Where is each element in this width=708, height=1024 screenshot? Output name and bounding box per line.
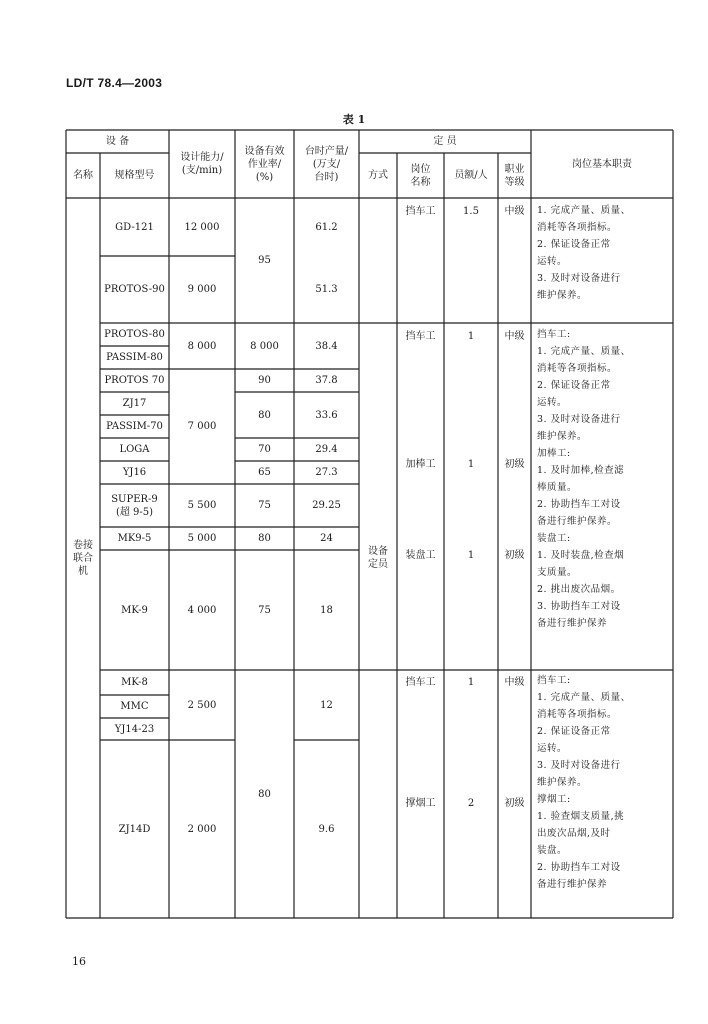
model-cell: PROTOS-90: [104, 284, 165, 295]
output-cell: 51.3: [315, 284, 338, 295]
output-cell: 33.6: [315, 409, 338, 421]
header-staffing: 定 员: [433, 136, 457, 147]
header-method: 方式: [368, 170, 388, 181]
efficiency-cell: 75: [258, 604, 271, 616]
model-cell: LOGA: [119, 444, 150, 455]
model-cell: MMC: [120, 701, 149, 712]
capacity-cell: 5 500: [187, 500, 217, 511]
post-grade-cell: 初级: [504, 458, 525, 470]
output-cell: 9.6: [318, 823, 335, 835]
header-capacity: 设计能力/ (支/min): [180, 152, 224, 176]
document-code: LD/T 78.4—2003: [66, 76, 163, 90]
efficiency-cell: 80: [258, 788, 271, 800]
page-number: 16: [72, 955, 86, 968]
output-cell: 29.25: [312, 500, 341, 511]
duties-cell: 挡车工: 1. 完成产量、质量、 消耗等各项指标。 2. 保证设备正常 运转。 3. 及时对设备进行 维护保养。 撑烟工: 1. 验查烟支质量,挑 出废次品烟,及时 装盘。 2. 协助挡车工对设 备进行维护保养: [537, 675, 631, 890]
post-quota-cell: 1: [467, 458, 475, 470]
post-quota-cell: 1.5: [463, 205, 479, 217]
efficiency-cell: 70: [258, 444, 271, 455]
post-name-cell: 加棒工: [405, 458, 436, 470]
post-name-cell: 撑烟工: [405, 797, 436, 809]
efficiency-cell: 80: [258, 409, 271, 421]
capacity-cell: 5 000: [187, 533, 217, 544]
model-cell: PASSIM-70: [106, 421, 163, 432]
model-cell: PROTOS 70: [104, 375, 165, 386]
model-cell: MK-9: [121, 604, 148, 616]
duties-cell: 1. 完成产量、质量、 消耗等各项指标。 2. 保证设备正常 运转。 3. 及时对设备进行 维护保养。: [537, 205, 631, 301]
post-quota-cell: 1: [467, 676, 475, 688]
efficiency-cell: 8 000: [250, 340, 279, 352]
post-grade-cell: 初级: [504, 549, 525, 561]
output-cell: 18: [320, 604, 333, 616]
model-cell: PASSIM-80: [106, 352, 163, 363]
post-grade-cell: 中级: [504, 676, 525, 688]
post-grade-cell: 初级: [504, 797, 525, 809]
model-cell: MK9-5: [117, 533, 152, 544]
header-duties: 岗位基本职责: [572, 158, 632, 170]
efficiency-cell: 65: [258, 467, 271, 478]
model-cell: ZJ14D: [118, 823, 151, 835]
header-name: 名称: [73, 170, 93, 181]
model-cell: YJ14-23: [114, 723, 155, 735]
model-cell: SUPER-9 (超 9-5): [111, 493, 158, 518]
header-model: 规格型号: [114, 170, 155, 181]
post-quota-cell: 2: [467, 797, 475, 809]
header-quota: 员额/人: [454, 170, 488, 181]
post-grade-cell: 中级: [504, 205, 525, 217]
capacity-cell: 2 000: [187, 823, 217, 835]
post-name-cell: 挡车工: [405, 205, 436, 217]
output-cell: 12: [320, 699, 333, 711]
model-cell: MK-8: [121, 677, 148, 688]
model-cell: YJ16: [122, 467, 147, 478]
post-name-cell: 装盘工: [405, 549, 436, 561]
output-cell: 38.4: [315, 340, 338, 352]
efficiency-cell: 95: [258, 255, 271, 266]
staffing-method-cell: 设备 定员: [368, 546, 388, 570]
post-quota-cell: 1: [467, 330, 475, 342]
efficiency-cell: 75: [258, 500, 271, 511]
header-output: 台时产量/ (万支/ 台时): [304, 145, 349, 183]
output-cell: 24: [320, 533, 333, 544]
capacity-cell: 12 000: [184, 221, 220, 233]
header-equipment: 设 备: [105, 136, 130, 147]
efficiency-cell: 90: [258, 375, 271, 386]
capacity-cell: 4 000: [187, 604, 217, 616]
post-name-cell: 挡车工: [405, 330, 436, 342]
duties-cell: 挡车工: 1. 完成产量、质量、 消耗等各项指标。 2. 保证设备正常 运转。 3. 及时对设备进行 维护保养。 加棒工: 1. 及时加棒,检查滤 棒质量。 2. 协助挡车工对设 备进行维护保养。 装盘工: 1. 及时装盘,检查烟 支质量。 2. 挑出废次品烟。 3. 协助挡车工对设 备进行维护保养: [537, 329, 631, 629]
model-cell: GD-121: [115, 221, 154, 233]
table-title: 表 1: [342, 113, 366, 126]
output-cell: 37.8: [315, 375, 338, 386]
capacity-cell: 9 000: [187, 284, 217, 295]
header-efficiency: 设备有效 作业率/ (%): [244, 145, 285, 183]
capacity-cell: 8 000: [187, 340, 217, 352]
post-grade-cell: 中级: [504, 330, 525, 342]
efficiency-cell: 80: [258, 533, 271, 544]
capacity-cell: 2 500: [187, 699, 217, 711]
output-cell: 61.2: [315, 221, 338, 233]
equipment-name-cell: 卷接 联合 机: [73, 539, 93, 577]
output-cell: 29.4: [315, 444, 338, 455]
header-grade: 职业 等级: [504, 163, 525, 188]
post-quota-cell: 1: [467, 549, 475, 561]
model-cell: PROTOS-80: [104, 329, 165, 340]
model-cell: ZJ17: [122, 398, 147, 409]
capacity-cell: 7 000: [187, 421, 217, 432]
output-cell: 27.3: [315, 467, 338, 478]
header-post: 岗位 名称: [410, 163, 431, 188]
post-name-cell: 挡车工: [405, 676, 436, 688]
